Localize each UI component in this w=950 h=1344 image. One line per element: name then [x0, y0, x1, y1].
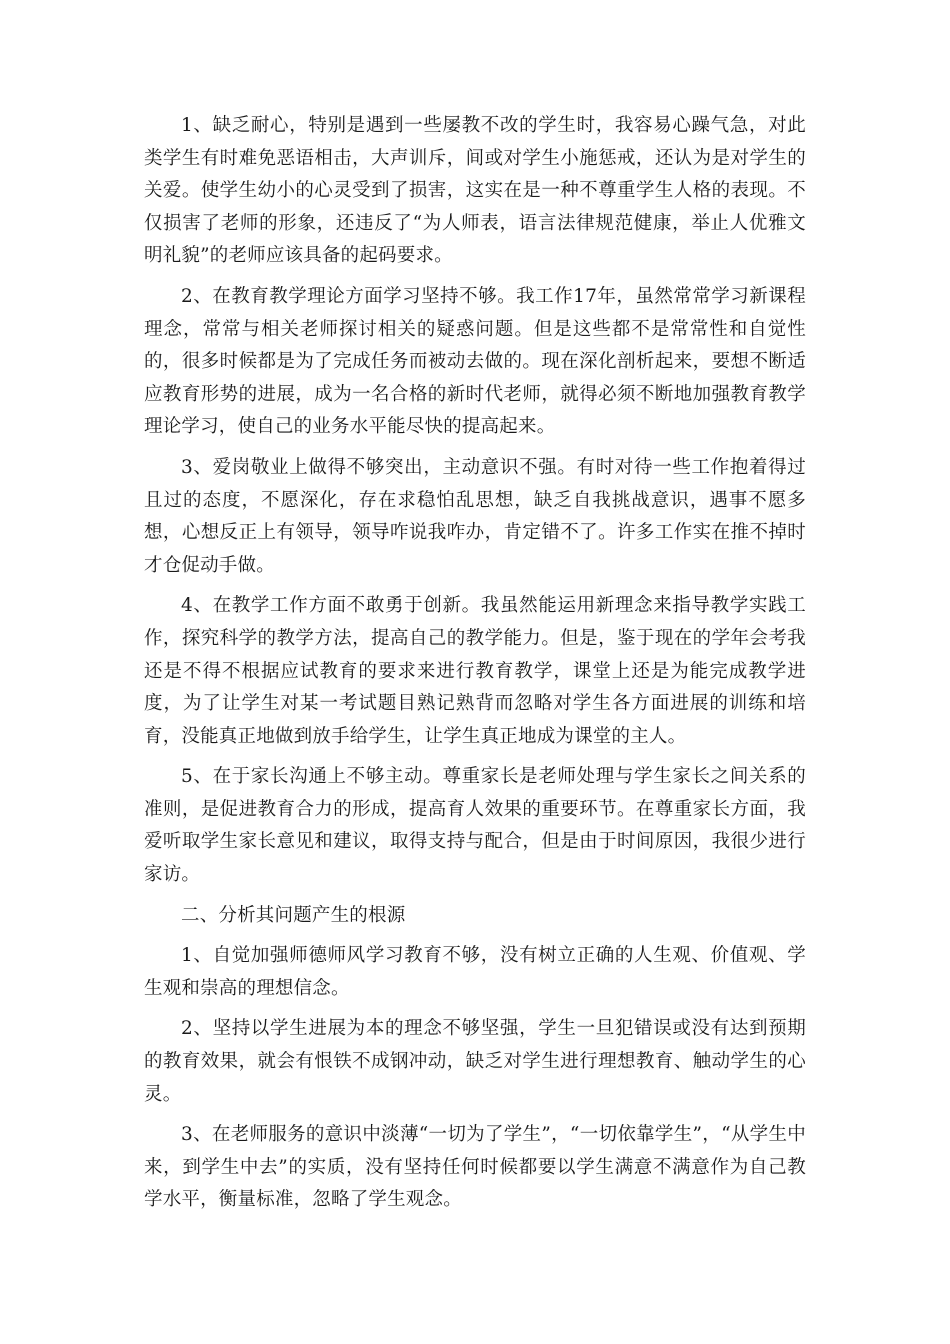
paragraph-item-4: 4、在教学工作方面不敢勇于创新。我虽然能运用新理念来指导教学实践工作，探究科学的教学方法，提高自己的教学能力。但是，鉴于现在的学年会考我还是不得不根据应试教育的要求来进行教育教学，课堂上还是为能完成教学进度，为了让学生对某一考试题目熟记熟背而忽略对学生各方面进展的训练和培育，没能真正地做到放手给学生，让学生真正地成为课堂的主人。: [144, 595, 806, 747]
document-body: [144, 110, 806, 1225]
paragraph-item-1: 1、缺乏耐心，特别是遇到一些屡教不改的学生时，我容易心躁气急，对此类学生有时难免恶语相击，大声训斥，间或对学生小施惩戒，还认为是对学生的关爱。使学生幼小的心灵受到了损害，这实在是一种不尊重学生人格的表现。不仅损害了老师的形象，还违反了“为人师表，语言法律规范健康，举止人优雅文明礼貌”的老师应该具备的起码要求。: [144, 115, 806, 267]
section-heading: 二、分析其问题产生的根源: [181, 904, 406, 926]
root-cause-item-1: 1、自觉加强师德师风学习教育不够，没有树立正确的人生观、价值观、学生观和崇高的理想信念。: [144, 945, 806, 999]
paragraph-item-2: 2、在教育教学理论方面学习坚持不够。我工作17年，虽然常常学习新课程理念，常常与相关老师探讨相关的疑惑问题。但是这些都不是常常性和自觉性的，很多时候都是为了完成任务而被动去做的。现在深化剖析起来，要想不断适应教育形势的进展，成为一名合格的新时代老师，就得必须不断地加强教育教学理论学习，使自己的业务水平能尽快的提高起来。: [144, 285, 806, 438]
paragraph-item-5: 5、在于家长沟通上不够主动。尊重家长是老师处理与学生家长之间关系的准则，是促进教育合力的形成，提高育人效果的重要环节。在尊重家长方面，我爱听取学生家长意见和建议，取得支持与配合，但是由于时间原因，我很少进行家访。: [144, 766, 806, 886]
root-cause-item-2: 2、坚持以学生进展为本的理念不够坚强，学生一旦犯错误或没有达到预期的教育效果，就会有恨铁不成钢冲动，缺乏对学生进行理想教育、触动学生的心灵。: [144, 1018, 806, 1105]
root-cause-item-3: 3、在老师服务的意识中淡薄“一切为了学生”，“一切依靠学生”，“从学生中来，到学生中去”的实质，没有坚持任何时候都要以学生满意不满意作为自己教学水平，衡量标准，忽略了学生观念。: [144, 1124, 806, 1211]
paragraph-item-3: 3、爱岗敬业上做得不够突出，主动意识不强。有时对待一些工作抱着得过且过的态度，不愿深化，存在求稳怕乱思想，缺乏自我挑战意识，遇事不愿多想，心想反正上有领导，领导咋说我咋办，肯定错不了。许多工作实在推不掉时才仓促动手做。: [144, 456, 806, 576]
